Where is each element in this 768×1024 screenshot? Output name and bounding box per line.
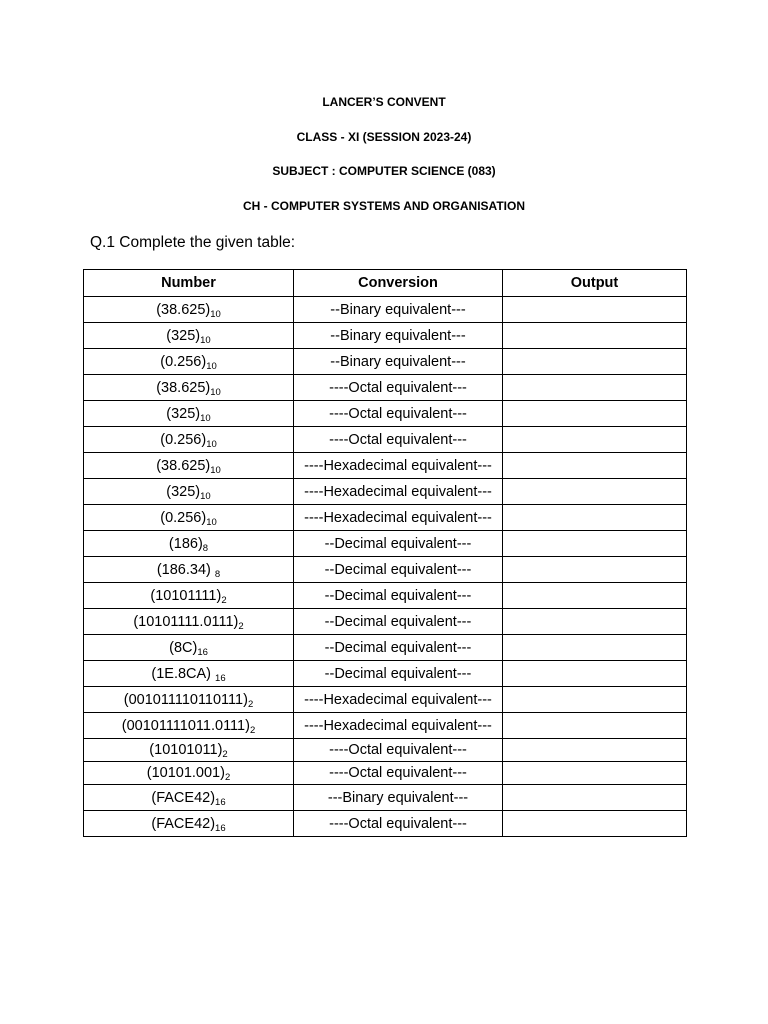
number-value: (001011110110111) (123, 691, 248, 708)
number-base: 10 (210, 308, 221, 320)
conversion-cell: --Decimal equivalent--- (294, 609, 503, 635)
number-cell (84, 401, 294, 427)
number-value: (00101111011.0111) (121, 717, 250, 734)
table-row (84, 609, 687, 635)
output-cell[interactable] (503, 687, 687, 713)
number-value: (38.625) (156, 457, 211, 474)
conversion-cell: ----Octal equivalent--- (294, 739, 503, 762)
output-cell[interactable] (503, 375, 687, 401)
number-cell (84, 531, 294, 557)
number-base: 2 (222, 749, 228, 760)
number-base: 8 (202, 542, 209, 554)
table-row (84, 583, 687, 609)
number-cell (84, 661, 294, 687)
output-cell[interactable] (503, 323, 687, 349)
table-row (84, 297, 687, 323)
number-cell (84, 687, 294, 713)
conversion-cell: --Decimal equivalent--- (294, 531, 503, 557)
number-cell (84, 427, 294, 453)
conversion-cell: ----Octal equivalent--- (294, 375, 503, 401)
number-cell (84, 323, 294, 349)
number-value: (8C) (169, 639, 198, 656)
number-base: 10 (200, 490, 211, 502)
number-value: (38.625) (156, 379, 211, 396)
conversion-cell: ----Octal equivalent--- (294, 762, 503, 785)
number-value: (186.34) (156, 561, 215, 578)
class-session-line: CLASS - XI (SESSION 2023-24) (296, 130, 472, 144)
output-cell[interactable] (503, 349, 687, 375)
column-header-number: Number (84, 270, 294, 297)
number-base: 2 (249, 724, 256, 736)
conversion-cell: ---Binary equivalent--- (294, 785, 503, 811)
question-text: Q.1 Complete the given table: (90, 234, 296, 251)
table-row (84, 635, 687, 661)
number-value: (325) (166, 327, 201, 344)
conversion-cell: ----Hexadecimal equivalent--- (294, 713, 503, 739)
number-base: 2 (224, 772, 231, 783)
table-row (84, 349, 687, 375)
number-value: (0.256) (160, 509, 207, 526)
conversion-cell: --Decimal equivalent--- (294, 583, 503, 609)
number-cell (84, 375, 294, 401)
number-value: (186) (168, 535, 203, 552)
table-row (84, 323, 687, 349)
number-base: 16 (197, 646, 208, 658)
number-base: 10 (206, 438, 217, 450)
output-cell[interactable] (503, 505, 687, 531)
number-value: (10101111) (150, 587, 222, 604)
table-row (84, 762, 687, 785)
number-base: 2 (247, 698, 254, 710)
table-row (84, 811, 687, 837)
output-cell[interactable] (503, 557, 687, 583)
column-header-output: Output (503, 270, 687, 297)
number-cell (84, 739, 294, 762)
number-base: 16 (215, 672, 226, 684)
conversion-cell: --Binary equivalent--- (294, 349, 503, 375)
number-base: 16 (215, 796, 226, 808)
number-base: 16 (215, 822, 226, 834)
number-base: 8 (214, 568, 221, 580)
number-cell (84, 635, 294, 661)
table-row (84, 427, 687, 453)
number-cell (84, 713, 294, 739)
number-cell (84, 557, 294, 583)
number-cell (84, 583, 294, 609)
output-cell[interactable] (503, 762, 687, 785)
conversion-cell: --Binary equivalent--- (294, 297, 503, 323)
number-base: 2 (221, 594, 227, 606)
number-value: (38.625) (156, 301, 211, 318)
subject-line: SUBJECT : COMPUTER SCIENCE (083) (272, 164, 496, 178)
output-cell[interactable] (503, 635, 687, 661)
number-value: (FACE42) (151, 789, 216, 806)
number-value: (0.256) (160, 431, 207, 448)
table-row (84, 453, 687, 479)
number-base: 10 (206, 360, 217, 372)
number-value: (10101.001) (146, 765, 225, 781)
number-value: (10101011) (149, 742, 223, 758)
conversion-cell: --Decimal equivalent--- (294, 661, 503, 687)
number-cell (84, 609, 294, 635)
number-cell (84, 762, 294, 785)
table-row (84, 739, 687, 762)
output-cell[interactable] (503, 609, 687, 635)
output-cell[interactable] (503, 713, 687, 739)
number-cell (84, 349, 294, 375)
column-header-conversion: Conversion (294, 270, 503, 297)
table-row (84, 785, 687, 811)
number-value: (325) (166, 483, 201, 500)
number-cell (84, 453, 294, 479)
number-value: (10101111.0111) (133, 613, 239, 630)
number-base: 10 (206, 516, 217, 528)
number-cell (84, 785, 294, 811)
conversion-cell: ----Octal equivalent--- (294, 401, 503, 427)
number-base: 10 (200, 412, 211, 424)
number-value: (1E.8CA) (151, 665, 216, 682)
number-cell (84, 811, 294, 837)
table-row (84, 375, 687, 401)
conversion-cell: ----Octal equivalent--- (294, 811, 503, 837)
conversion-cell: ----Hexadecimal equivalent--- (294, 687, 503, 713)
conversion-cell: ----Hexadecimal equivalent--- (294, 479, 503, 505)
number-base: 10 (210, 464, 221, 476)
table-row (84, 479, 687, 505)
number-value: (0.256) (160, 353, 207, 370)
conversion-cell: ----Hexadecimal equivalent--- (294, 505, 503, 531)
output-cell[interactable] (503, 401, 687, 427)
conversion-table (83, 269, 687, 837)
table-row (84, 401, 687, 427)
number-base: 10 (200, 334, 211, 346)
table-row (84, 661, 687, 687)
output-cell[interactable] (503, 661, 687, 687)
table-row (84, 687, 687, 713)
chapter-line: CH - COMPUTER SYSTEMS AND ORGANISATION (242, 199, 525, 213)
table-row (84, 713, 687, 739)
output-cell[interactable] (503, 583, 687, 609)
table-row (84, 505, 687, 531)
conversion-cell: --Binary equivalent--- (294, 323, 503, 349)
table-header-row (84, 270, 687, 297)
output-cell[interactable] (503, 479, 687, 505)
output-cell[interactable] (503, 531, 687, 557)
output-cell[interactable] (503, 427, 687, 453)
number-base: 10 (210, 386, 221, 398)
conversion-cell: ----Octal equivalent--- (294, 427, 503, 453)
output-cell[interactable] (503, 297, 687, 323)
output-cell[interactable] (503, 739, 687, 762)
conversion-cell: ----Hexadecimal equivalent--- (294, 453, 503, 479)
output-cell[interactable] (503, 785, 687, 811)
output-cell[interactable] (503, 453, 687, 479)
conversion-cell: --Decimal equivalent--- (294, 557, 503, 583)
table-body (84, 297, 687, 837)
conversion-cell: --Decimal equivalent--- (294, 635, 503, 661)
number-value: (325) (166, 405, 201, 422)
number-value: (FACE42) (151, 815, 216, 832)
table-row (84, 557, 687, 583)
number-cell (84, 479, 294, 505)
number-base: 2 (238, 620, 244, 632)
output-cell[interactable] (503, 811, 687, 837)
number-cell (84, 297, 294, 323)
school-name: LANCER’S CONVENT (322, 95, 446, 109)
number-cell (84, 505, 294, 531)
table-row (84, 531, 687, 557)
